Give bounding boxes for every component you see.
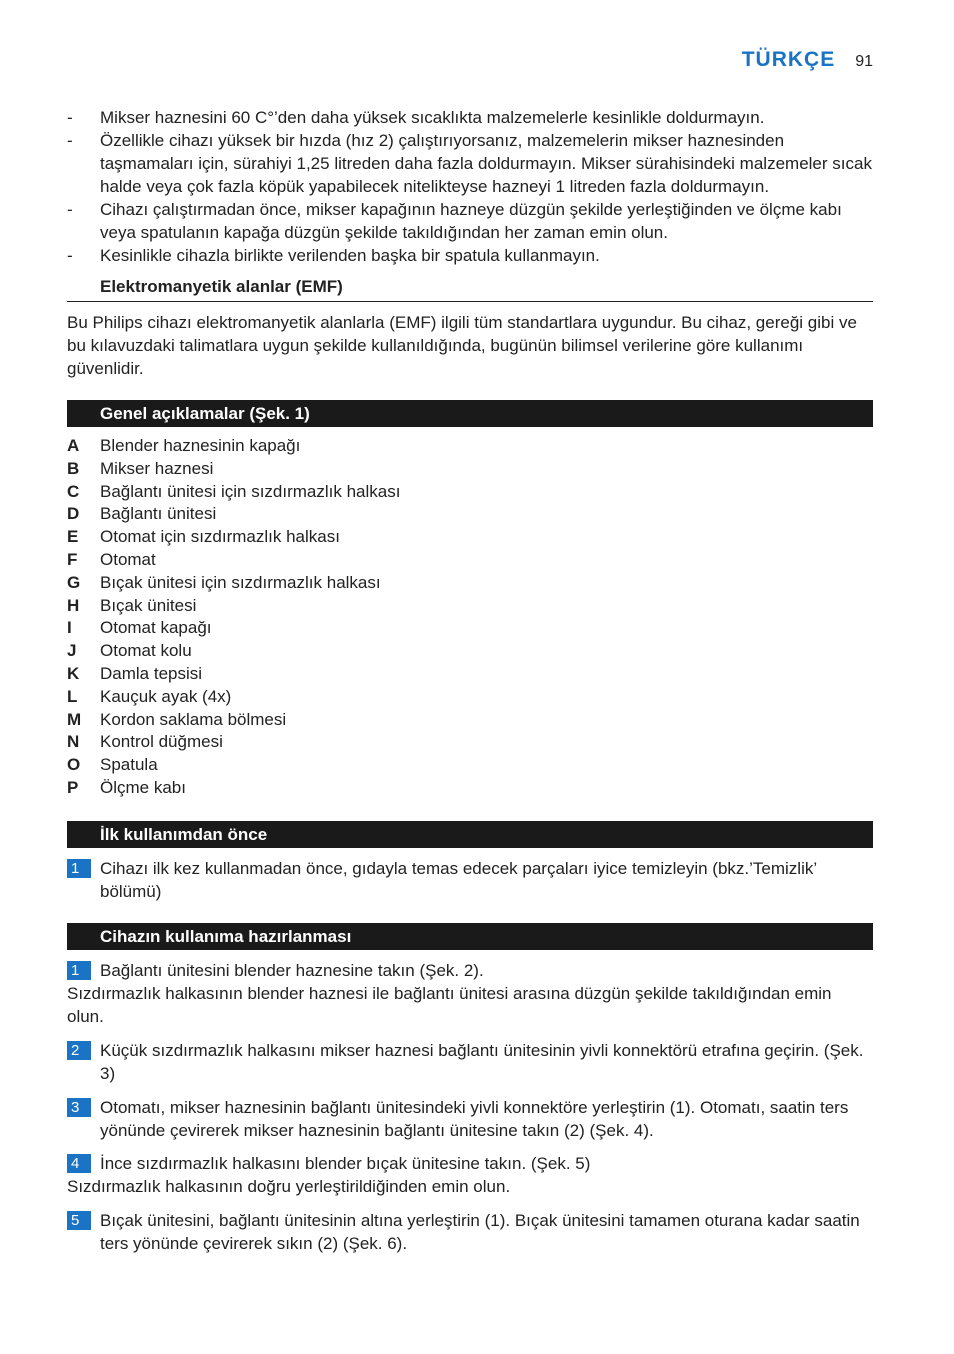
step-text: Cihazı ilk kez kullanmadan önce, gıdayla temas edecek parçaları iyice temizleyin (bkz.’Temizlik’ bölümü) — [100, 859, 817, 901]
step-text: Bıçak ünitesini, bağlantı ünitesinin altına yerleştirin (1). Bıçak ünitesini tamamen oturana kadar saatin ters yönünde çevirerek sıkın (2) (Şek. 6). — [100, 1211, 860, 1253]
list-item: A Blender haznesinin kapağı — [67, 436, 301, 455]
list-item: O Spatula — [67, 755, 158, 775]
section-bar-first-use — [67, 821, 873, 848]
step-item — [67, 857, 873, 903]
list-item: L Kauçuk ayak (4x) — [67, 686, 232, 706]
section-title: Genel açıklamalar (Şek. 1) — [100, 404, 310, 423]
emf-heading: Elektromanyetik alanlar (EMF) — [100, 277, 343, 296]
emf-paragraph: Bu Philips cihazı elektromanyetik alanlarla (EMF) ilgili tüm standartlara uygundur. Bu cihaz, gereği gibi ve bu kılavuzdaki talimatlara uygun şekilde kullanıldığında, bugünün bilimsel verilerine göre kullanımı güvenlidir. — [67, 313, 857, 378]
list-item: D Bağlantı ünitesi — [67, 504, 217, 524]
list-item: E Otomat için sızdırmazlık halkası — [67, 527, 340, 547]
language-label: TÜRKÇE — [741, 48, 836, 71]
step-number: 5 — [67, 1211, 91, 1230]
list-item: - Özellikle cihazı yüksek bir hızda (hız 2) çalıştırıyorsanız, malzemelerin mikser haznesinden taşmamaları için, sürahiyi 1,25 litreden daha fazla doldurmayın. Mikser sürahisindeki malzemeler sıcak halde veya çok fazla köpük yapabilecek nitelikteyse hazneyi 1 litreden fazla doldurmayın. — [67, 131, 872, 196]
step-item — [67, 1039, 873, 1085]
step-text: Küçük sızdırmazlık halkasını mikser haznesi bağlantı ünitesinin yivli konnektörü etrafına geçirin. (Şek. 3) — [100, 1041, 864, 1083]
parts-list — [67, 435, 873, 800]
section-bar-preparing — [67, 923, 873, 950]
list-item: I Otomat kapağı — [67, 618, 212, 638]
list-item: F Otomat — [67, 549, 156, 569]
section-title: Cihazın kullanıma hazırlanması — [100, 927, 352, 946]
step-text: Bağlantı ünitesini blender haznesine takın (Şek. 2). — [100, 961, 484, 980]
section-title: İlk kullanımdan önce — [100, 825, 268, 844]
step-number: 1 — [67, 859, 91, 878]
list-item: N Kontrol düğmesi — [67, 732, 223, 752]
step-item — [67, 1209, 873, 1255]
list-item: H Bıçak ünitesi — [67, 595, 197, 615]
list-item: B Mikser haznesi — [67, 458, 214, 478]
list-item: K Damla tepsisi — [67, 663, 203, 683]
step-text: Otomatı, mikser haznesinin bağlantı ünitesindeki yivli konnektöre yerleştirin (1). Otomatı, saatin ters yönünde çevirerek mikser haznesinin bağlantı ünitesine takın (2) (Şek. 4). — [100, 1098, 849, 1140]
page-number: 91 — [855, 53, 873, 70]
step-item — [67, 1096, 873, 1142]
list-item: J Otomat kolu — [67, 641, 192, 661]
step-item — [67, 1152, 873, 1198]
list-item: M Kordon saklama bölmesi — [67, 709, 287, 729]
list-item: P Ölçme kabı — [67, 777, 186, 797]
step-text: İnce sızdırmazlık halkasını blender bıçak ünitesine takın. (Şek. 5) — [100, 1154, 591, 1173]
step-number: 1 — [67, 961, 91, 980]
warning-list — [67, 106, 873, 267]
list-item: - Cihazı çalıştırmadan önce, mikser kapağının hazneye düzgün şekilde yerleştiğinden ve ölçme kabı veya spatulanın kapağa düzgün şekilde takıldığından her zaman emin olun. — [67, 200, 842, 242]
section-bar-general — [67, 400, 873, 427]
step-number: 3 — [67, 1098, 91, 1117]
list-item: C Bağlantı ünitesi için sızdırmazlık halkası — [67, 481, 401, 501]
divider — [67, 301, 873, 302]
step-note: Sızdırmazlık halkasının doğru yerleştirildiğinden emin olun. — [67, 1177, 511, 1196]
step-item — [67, 959, 873, 1028]
step-number: 4 — [67, 1154, 91, 1173]
list-item: - Mikser haznesini 60 C°’den daha yüksek sıcaklıkta malzemelerle kesinlikle doldurmayın. — [67, 108, 765, 127]
list-item: G Bıçak ünitesi için sızdırmazlık halkası — [67, 572, 381, 592]
step-number: 2 — [67, 1041, 91, 1060]
list-item: - Kesinlikle cihazla birlikte verilenden başka bir spatula kullanmayın. — [67, 246, 600, 265]
page-header — [742, 48, 873, 72]
step-note: Sızdırmazlık halkasının blender haznesi ile bağlantı ünitesi arasına düzgün şekilde takıldığından emin olun. — [67, 984, 832, 1026]
